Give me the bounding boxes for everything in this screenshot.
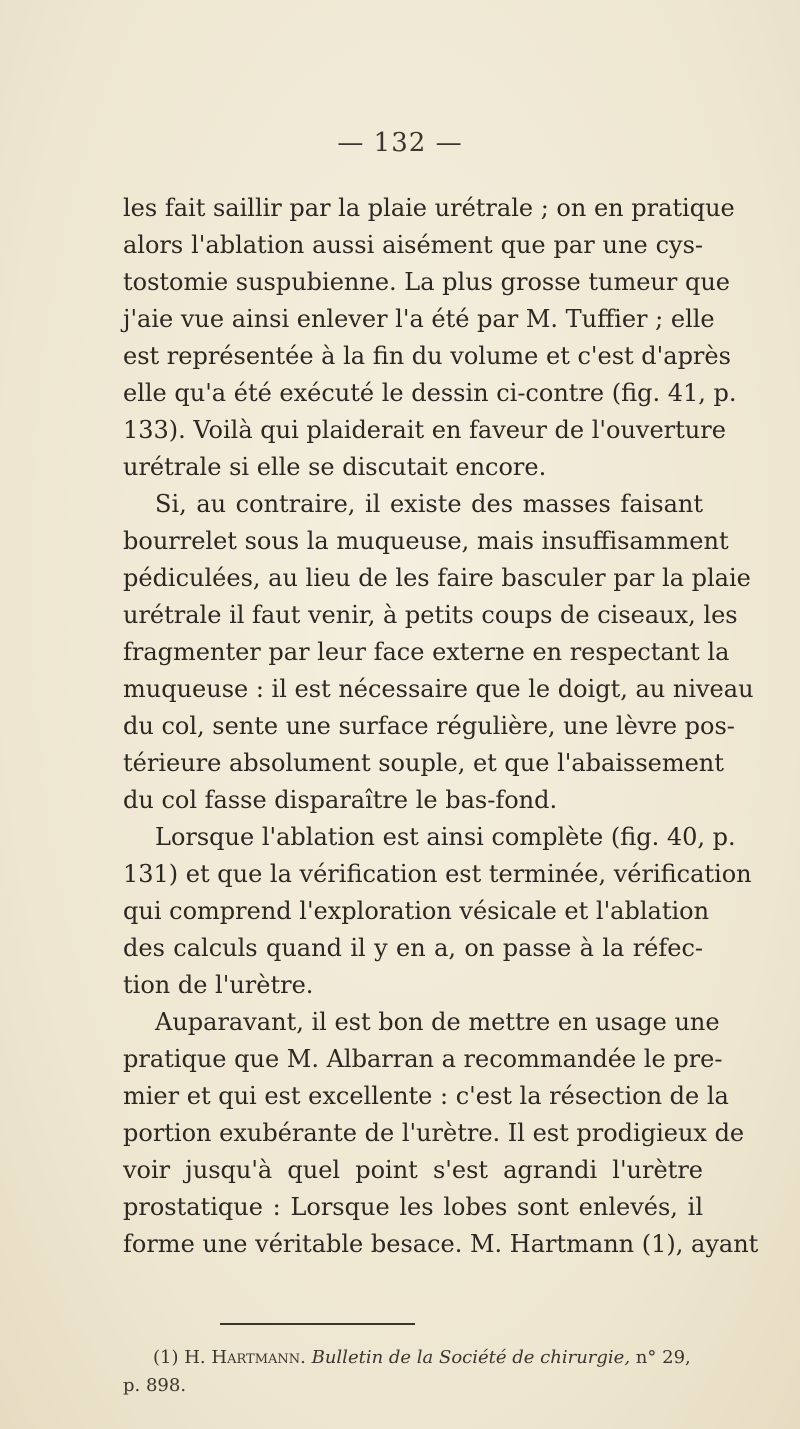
paragraph [123, 819, 752, 1004]
main-text [123, 190, 759, 1263]
footnote [123, 1344, 703, 1400]
footnote-line-1 [123, 1344, 703, 1372]
text-line: urétrale si elle se discutait encore. [123, 453, 547, 481]
text-line: Lorsque l'ablation est ainsi complète (fig. 40, p. [155, 823, 736, 851]
text-line: tostomie suspubienne. La plus grosse tumeur que [123, 268, 731, 296]
footnote-author: H. Hartmann. [184, 1347, 306, 1368]
page-number-header: — 132 — [337, 128, 463, 158]
footnote-number: n° 29, [635, 1347, 691, 1368]
text-line: térieure absolument souple, et que l'abaissement [123, 749, 724, 777]
text-line: urétrale il faut venir, à petits coups de ciseaux, les [123, 601, 738, 629]
text-line: 133). Voilà qui plaiderait en faveur de l'ouverture [123, 416, 726, 444]
text-line: prostatique : Lorsque les lobes sont enlevés, il [123, 1193, 703, 1221]
text-line: 131) et que la vérification est terminée, vérification [123, 860, 752, 888]
paragraph [123, 486, 754, 819]
text-line: alors l'ablation aussi aisément que par une cys- [123, 231, 703, 259]
text-line: tion de l'urètre. [123, 971, 314, 999]
text-line: bourrelet sous la muqueuse, mais insuffisamment [123, 527, 729, 555]
text-line: qui comprend l'exploration vésicale et l'ablation [123, 897, 710, 925]
text-line: elle qu'a été exécuté le dessin ci-contre (fig. 41, p. [123, 379, 737, 407]
text-line: voir jusqu'à quel point s'est agrandi l'urètre [123, 1156, 703, 1184]
footnote-marker: (1) [153, 1347, 179, 1368]
text-line: les fait saillir par la plaie urétrale ; on en pratique [123, 194, 735, 222]
text-line: Si, au contraire, il existe des masses faisant [155, 490, 703, 518]
text-line: est représentée à la fin du volume et c'est d'après [123, 342, 731, 370]
text-line: forme une véritable besace. M. Hartmann (1), ayant [123, 1230, 759, 1258]
text-line: du col, sente une surface régulière, une lèvre pos- [123, 712, 735, 740]
text-line: j'aie vue ainsi enlever l'a été par M. Tuffier ; elle [123, 305, 715, 333]
text-line: Auparavant, il est bon de mettre en usage une [155, 1008, 720, 1036]
text-line: portion exubérante de l'urètre. Il est prodigieux de [123, 1119, 745, 1147]
text-line: pédiculées, au lieu de les faire basculer par la plaie [123, 564, 751, 592]
footnote-title: Bulletin de la Société de chirurgie, [311, 1347, 631, 1368]
text-line: mier et qui est excellente : c'est la résection de la [123, 1082, 729, 1110]
paragraph [123, 190, 737, 486]
text-line: des calculs quand il y en a, on passe à la réfec- [123, 934, 703, 962]
text-line: du col fasse disparaître le bas-fond. [123, 786, 558, 814]
text-line: pratique que M. Albarran a recommandée le pre- [123, 1045, 723, 1073]
footnote-line-2: p. 898. [123, 1375, 187, 1396]
paragraph [123, 1004, 759, 1263]
footnote-separator [220, 1323, 415, 1325]
text-line: muqueuse : il est nécessaire que le doigt, au niveau [123, 675, 754, 703]
text-line: fragmenter par leur face externe en respectant la [123, 638, 730, 666]
